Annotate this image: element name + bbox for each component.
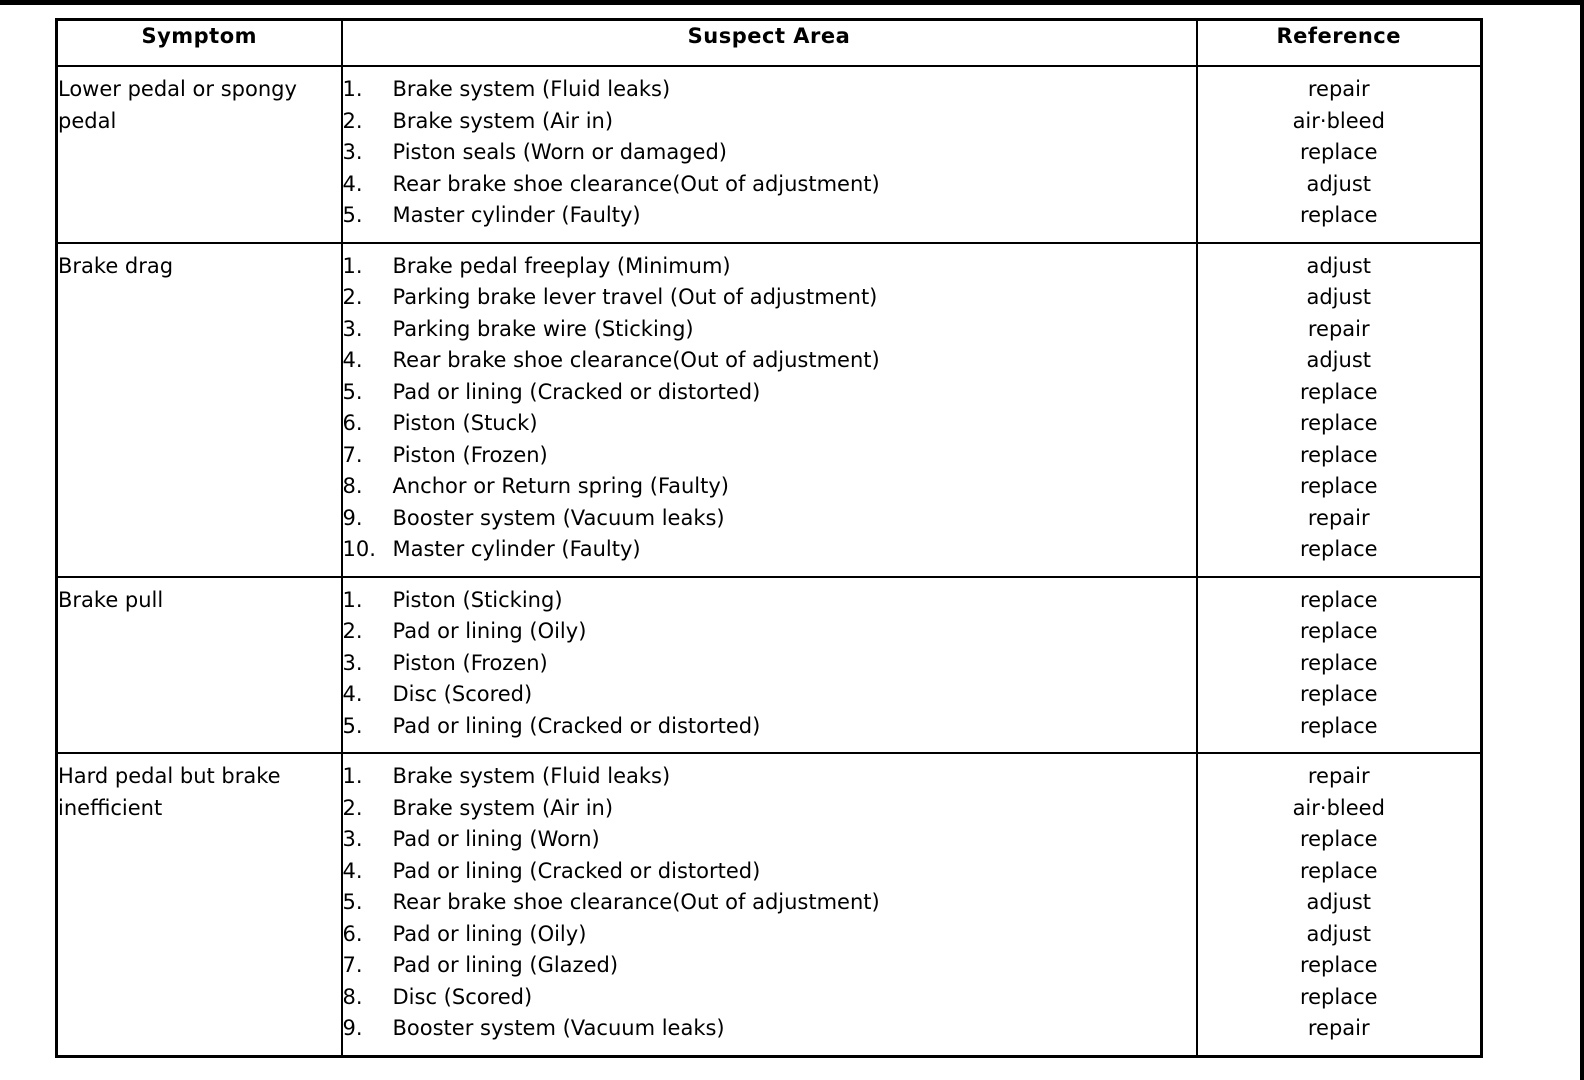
item-area-text: Master cylinder (Faulty): [392, 203, 641, 227]
reference-cell: repair: [1197, 1013, 1482, 1056]
suspect-area-cell: [342, 793, 1197, 825]
scan-artifact-top-edge: [0, 0, 1584, 5]
reference-cell: replace: [1197, 200, 1482, 243]
suspect-area-cell: [342, 1013, 1197, 1056]
suspect-area-cell: [342, 440, 1197, 472]
item-area-text: Disc (Scored): [392, 682, 533, 706]
reference-cell: replace: [1197, 616, 1482, 648]
item-number: 4.: [342, 682, 363, 706]
reference-cell: adjust: [1197, 919, 1482, 951]
table-row: [57, 243, 1482, 283]
suspect-area-cell: [342, 982, 1197, 1014]
item-area-text: Pad or lining (Cracked or distorted): [392, 858, 761, 883]
reference-cell: replace: [1197, 534, 1482, 577]
item-number: 2.: [342, 285, 363, 309]
reference-cell: replace: [1197, 856, 1482, 888]
item-area-text: Brake pedal freeplay (Minimum): [392, 253, 731, 278]
item-area-text: Brake system (Air in): [392, 108, 614, 133]
suspect-area-cell: [342, 243, 1197, 283]
item-number: 9.: [342, 505, 363, 530]
suspect-area-cell: [342, 408, 1197, 440]
header-row: [57, 20, 1482, 67]
item-number: 1.: [342, 77, 363, 101]
suspect-area-cell: [342, 577, 1197, 617]
item-area-text: Parking brake wire (Sticking): [392, 316, 694, 341]
item-area-text: Rear brake shoe clearance(Out of adjustment): [392, 348, 880, 372]
item-number: 3.: [342, 140, 363, 164]
item-area-text: Booster system (Vacuum leaks): [392, 1016, 725, 1040]
item-number: 5.: [342, 203, 363, 227]
item-area-text: Pad or lining (Worn): [392, 827, 600, 851]
item-area-text: Piston (Sticking): [392, 587, 563, 612]
item-area-text: Pad or lining (Cracked or distorted): [392, 379, 761, 404]
symptom-cell: Lower pedal or spongy pedal: [57, 66, 342, 243]
item-area-text: Rear brake shoe clearance(Out of adjustment): [392, 890, 880, 914]
suspect-area-cell: [342, 137, 1197, 169]
table-row: [57, 753, 1482, 793]
item-number: 2.: [342, 619, 363, 643]
reference-cell: replace: [1197, 408, 1482, 440]
item-number: 3.: [342, 650, 363, 675]
item-area-text: Master cylinder (Faulty): [392, 537, 641, 561]
item-number: 6.: [342, 411, 363, 435]
reference-cell: repair: [1197, 753, 1482, 793]
suspect-area-cell: [342, 282, 1197, 314]
reference-cell: adjust: [1197, 169, 1482, 201]
reference-cell: replace: [1197, 648, 1482, 680]
troubleshooting-table: [55, 18, 1483, 1058]
suspect-area-cell: [342, 824, 1197, 856]
suspect-area-cell: [342, 534, 1197, 577]
reference-cell: repair: [1197, 66, 1482, 106]
item-area-text: Disc (Scored): [392, 984, 533, 1009]
item-number: 2.: [342, 795, 363, 820]
scan-artifact-right-edge: [1580, 0, 1584, 1080]
reference-cell: air·bleed: [1197, 793, 1482, 825]
item-number: 5.: [342, 890, 363, 914]
suspect-area-cell: [342, 377, 1197, 409]
item-number: 4.: [342, 858, 363, 883]
suspect-area-cell: [342, 503, 1197, 535]
reference-cell: repair: [1197, 314, 1482, 346]
suspect-area-cell: [342, 66, 1197, 106]
suspect-area-cell: [342, 919, 1197, 951]
reference-cell: replace: [1197, 950, 1482, 982]
suspect-area-cell: [342, 950, 1197, 982]
item-number: 1.: [342, 587, 363, 612]
suspect-area-cell: [342, 711, 1197, 754]
reference-cell: replace: [1197, 982, 1482, 1014]
suspect-area-cell: [342, 345, 1197, 377]
troubleshooting-table-container: [55, 18, 1480, 1058]
reference-cell: replace: [1197, 824, 1482, 856]
header-suspect-area: Suspect Area: [342, 20, 1197, 67]
reference-cell: adjust: [1197, 887, 1482, 919]
table-row: [57, 577, 1482, 617]
reference-cell: adjust: [1197, 282, 1482, 314]
symptom-cell: Brake drag: [57, 243, 342, 577]
suspect-area-cell: [342, 753, 1197, 793]
item-area-text: Anchor or Return spring (Faulty): [392, 474, 729, 498]
item-number: 10.: [342, 537, 376, 561]
item-number: 5.: [342, 713, 363, 738]
item-number: 8.: [342, 474, 363, 498]
item-area-text: Piston (Frozen): [392, 650, 548, 675]
reference-cell: replace: [1197, 711, 1482, 754]
item-area-text: Pad or lining (Glazed): [392, 953, 619, 977]
item-area-text: Booster system (Vacuum leaks): [392, 505, 725, 530]
suspect-area-cell: [342, 648, 1197, 680]
item-number: 1.: [342, 764, 363, 788]
item-area-text: Brake system (Fluid leaks): [392, 764, 671, 788]
item-area-text: Rear brake shoe clearance(Out of adjustment): [392, 171, 880, 196]
reference-cell: replace: [1197, 471, 1482, 503]
item-area-text: Pad or lining (Oily): [392, 921, 587, 946]
item-number: 6.: [342, 921, 363, 946]
reference-cell: replace: [1197, 679, 1482, 711]
header-reference: Reference: [1197, 20, 1482, 67]
reference-cell: adjust: [1197, 345, 1482, 377]
item-area-text: Pad or lining (Cracked or distorted): [392, 713, 761, 738]
table-body: [57, 66, 1482, 1056]
reference-cell: replace: [1197, 137, 1482, 169]
item-number: 1.: [342, 253, 363, 278]
item-number: 8.: [342, 984, 363, 1009]
item-number: 5.: [342, 379, 363, 404]
suspect-area-cell: [342, 200, 1197, 243]
item-number: 4.: [342, 348, 363, 372]
item-number: 9.: [342, 1016, 363, 1040]
suspect-area-cell: [342, 106, 1197, 138]
item-number: 3.: [342, 827, 363, 851]
item-area-text: Pad or lining (Oily): [392, 619, 587, 643]
item-number: 2.: [342, 108, 363, 133]
suspect-area-cell: [342, 679, 1197, 711]
symptom-cell: Hard pedal but brake inefficient: [57, 753, 342, 1056]
suspect-area-cell: [342, 314, 1197, 346]
reference-cell: replace: [1197, 377, 1482, 409]
item-number: 4.: [342, 171, 363, 196]
item-area-text: Piston seals (Worn or damaged): [392, 140, 728, 164]
suspect-area-cell: [342, 887, 1197, 919]
reference-cell: replace: [1197, 440, 1482, 472]
suspect-area-cell: [342, 856, 1197, 888]
item-area-text: Parking brake lever travel (Out of adjustment): [392, 285, 878, 309]
item-number: 3.: [342, 316, 363, 341]
item-number: 7.: [342, 442, 363, 467]
table-row: [57, 66, 1482, 106]
reference-cell: repair: [1197, 503, 1482, 535]
reference-cell: adjust: [1197, 243, 1482, 283]
item-area-text: Brake system (Fluid leaks): [392, 77, 671, 101]
item-area-text: Piston (Stuck): [392, 411, 538, 435]
suspect-area-cell: [342, 471, 1197, 503]
symptom-cell: Brake pull: [57, 577, 342, 754]
item-number: 7.: [342, 953, 363, 977]
suspect-area-cell: [342, 616, 1197, 648]
item-area-text: Piston (Frozen): [392, 442, 548, 467]
header-symptom: Symptom: [57, 20, 342, 67]
suspect-area-cell: [342, 169, 1197, 201]
item-area-text: Brake system (Air in): [392, 795, 614, 820]
reference-cell: replace: [1197, 577, 1482, 617]
table-header: [57, 20, 1482, 67]
reference-cell: air·bleed: [1197, 106, 1482, 138]
